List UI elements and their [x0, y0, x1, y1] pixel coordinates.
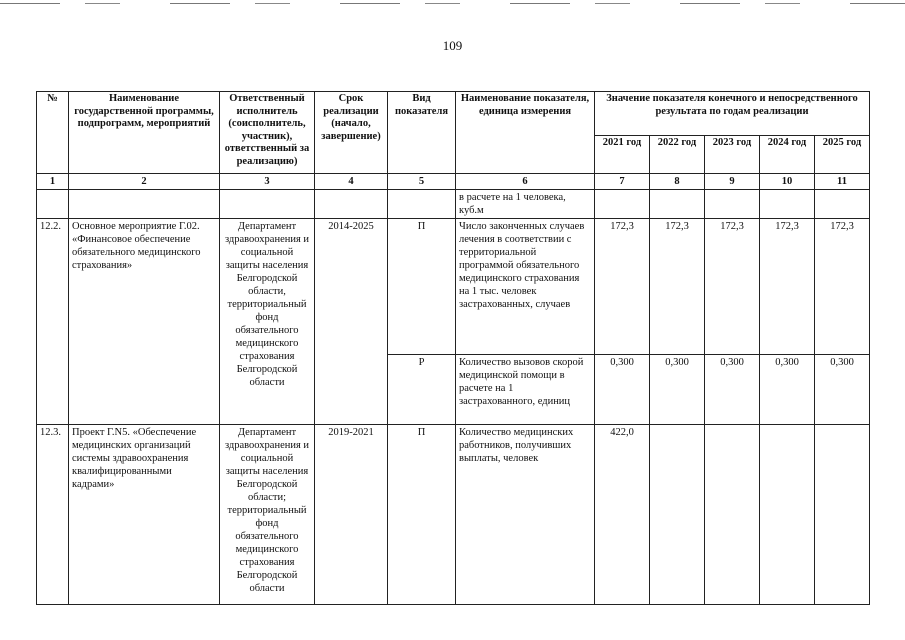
header-row — [37, 92, 870, 136]
indicator-value: 172,3 — [705, 219, 760, 355]
header-year: 2025 год — [815, 136, 870, 174]
term: 2019-2021 — [315, 425, 388, 605]
empty-cell — [705, 190, 760, 219]
indicator-value: 0,300 — [760, 355, 815, 425]
empty-cell — [220, 190, 315, 219]
column-number: 2 — [69, 174, 220, 190]
column-number: 4 — [315, 174, 388, 190]
header-no: № — [37, 92, 69, 174]
column-number: 8 — [650, 174, 705, 190]
indicator-value: 0,300 — [650, 355, 705, 425]
header-year: 2022 год — [650, 136, 705, 174]
indicator-value: 172,3 — [815, 219, 870, 355]
row-number: 12.3. — [37, 425, 69, 605]
indicator-name: в расчете на 1 человека, куб.м — [456, 190, 595, 219]
executor: Департамент здравоохранения и социальной защиты населения Белгородской области; территориальный фонд обязательного медицинского страхования Белгородской области — [220, 425, 315, 605]
header-year: 2021 год — [595, 136, 650, 174]
header-program: Наименование государственной программы, подпрограмм, мероприятий — [69, 92, 220, 174]
program-name: Проект Г.N5. «Обеспечение медицинских организаций системы здравоохранения квалифицированными кадрами» — [69, 425, 220, 605]
table-row — [37, 425, 870, 605]
empty-cell — [595, 190, 650, 219]
indicator-kind: Р — [388, 355, 456, 425]
indicator-value: 0,300 — [815, 355, 870, 425]
table-row — [37, 219, 870, 355]
column-number: 6 — [456, 174, 595, 190]
empty-cell — [315, 190, 388, 219]
column-number: 1 — [37, 174, 69, 190]
indicator-kind: П — [388, 425, 456, 605]
indicator-value: 422,0 — [595, 425, 650, 605]
indicator-value — [815, 425, 870, 605]
indicator-kind: П — [388, 219, 456, 355]
empty-cell — [388, 190, 456, 219]
column-number: 7 — [595, 174, 650, 190]
column-number: 10 — [760, 174, 815, 190]
indicator-name: Количество вызовов скорой медицинской помощи в расчете на 1 застрахованного, единиц — [456, 355, 595, 425]
scan-top-edge — [0, 3, 905, 4]
header-year: 2023 год — [705, 136, 760, 174]
term: 2014-2025 — [315, 219, 388, 425]
column-number: 5 — [388, 174, 456, 190]
empty-cell — [815, 190, 870, 219]
empty-cell — [37, 190, 69, 219]
indicator-value: 172,3 — [650, 219, 705, 355]
header-term: Срок реализации (начало, завершение) — [315, 92, 388, 174]
column-number: 9 — [705, 174, 760, 190]
header-year: 2024 год — [760, 136, 815, 174]
column-number-row — [37, 174, 870, 190]
indicator-table — [36, 91, 870, 605]
header-kind: Вид показателя — [388, 92, 456, 174]
empty-cell — [760, 190, 815, 219]
indicator-value: 0,300 — [595, 355, 650, 425]
indicator-name: Число законченных случаев лечения в соответствии с территориальной программой обязательного медицинского страхования на 1 тыс. человек застрахованных, случаев — [456, 219, 595, 355]
indicator-value — [760, 425, 815, 605]
indicator-value — [705, 425, 760, 605]
header-values-group: Значение показателя конечного и непосредственного результата по годам реализации — [595, 92, 870, 136]
header-indicator: Наименование показателя, единица измерения — [456, 92, 595, 174]
indicator-value — [650, 425, 705, 605]
empty-cell — [650, 190, 705, 219]
header-executor: Ответственный исполнитель (соисполнитель, участник), ответственный за реализацию) — [220, 92, 315, 174]
indicator-value: 0,300 — [705, 355, 760, 425]
indicator-value: 172,3 — [760, 219, 815, 355]
empty-cell — [69, 190, 220, 219]
indicator-value: 172,3 — [595, 219, 650, 355]
row-number: 12.2. — [37, 219, 69, 425]
executor: Департамент здравоохранения и социальной защиты населения Белгородской области, территориальный фонд обязательного медицинского страхования Белгородской области — [220, 219, 315, 425]
column-number: 3 — [220, 174, 315, 190]
continuation-row — [37, 190, 870, 219]
column-number: 11 — [815, 174, 870, 190]
program-name: Основное мероприятие Г.02. «Финансовое обеспечение обязательного медицинского страхования» — [69, 219, 220, 425]
page-number: 109 — [442, 38, 463, 53]
indicator-name: Количество медицинских работников, получивших выплаты, человек — [456, 425, 595, 605]
